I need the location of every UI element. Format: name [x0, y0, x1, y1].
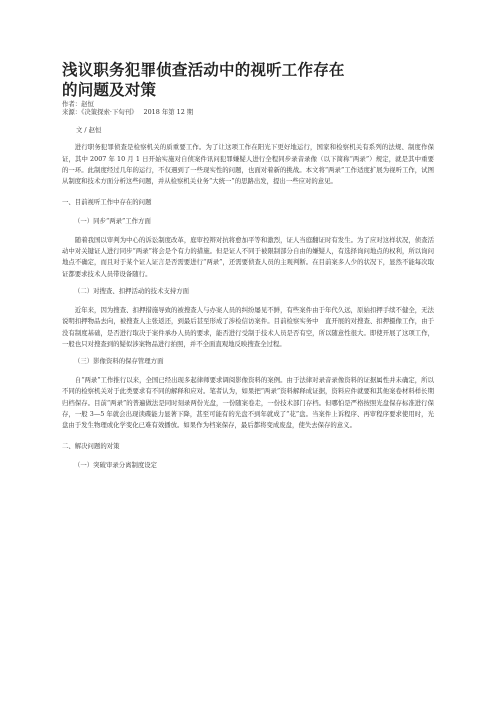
source-name: 《决策探索·下旬刊》 — [81, 108, 138, 117]
article-title — [62, 60, 434, 100]
section-1-2-heading: （二）对搜查、扣押活动的技术支持方面 — [74, 287, 190, 296]
section-1-2-paragraph: 近年来，因为搜查、扣押措施导致的被搜查人与办案人员的纠纷屡见不鲜，有些案件由于年代久远，原始扣押手续不健全，无法说明扣押物品去向，被搜查人主张返还，到最后甚至形成了涉检信访案件。目前检察实务中 直开展的对搜查、扣押摄像工作，由于没有制度基础，是否进行取决于案件承办人员的要求，能否进行受制于技术人员是否有空，所以随意性很大。即使开展了这项工作，一般也只对搜查到的疑似涉案物品进行拍照，并不全面直观地反映搜查全过程。 — [62, 305, 434, 348]
section-1-1-heading: （一）同步“两录”工作方面 — [74, 217, 151, 226]
author-label: 作者： — [62, 100, 82, 108]
section-1-3-heading: （三）影像资料的保存管理方面 — [74, 357, 164, 366]
section-1-3-paragraph: 自“两录”工作推行以来，全国已经出现多起律师要求调阅影像资料的案例。由于法律对录音录像资料的证据属性并未确定，所以不同的检察机关对于此类要求有不同的解释和应对。笔者认为，如果把“两录”资料解释成证据，资料应件就要和其他案卷材料样长期归档保存。目前“两录”的普遍做法是同时刻录两份光盘，一份随案卷走，一份技术部门存档。但哪怕是严格按照光盘保存标准进行保存，一般 3—5 年就会出现读碟能力显著下降，甚至可能有的光盘不到年就成了“花”盘。当案件上诉程序、再审程序要求使用时，光盘由于发生物理或化学变化已难有效播放。如果作为档案保存，最后都将变成废盘，使失去保存的意义。 — [62, 375, 434, 430]
source-line — [62, 108, 434, 116]
article-title-line-2: 的问题及对策 — [62, 81, 157, 99]
section-1-heading: 一、目前视听工作中存在的问题 — [62, 197, 152, 206]
source-issue: 2018 年第 12 期 — [143, 108, 194, 117]
article-page — [62, 60, 434, 479]
section-1-1-paragraph: 随着我国以审判为中心的诉讼制度改革，庭审控辩对抗将愈加平等和激烈，证人当庭翻证时有发生。为了应对这样状况，侦查活动中对关键证人进行同步“两录”将会是个有力的措施。但是证人不同于被限制部分自由的嫌疑人，有选择询问地点的权利，所以询问地点不确定，而且对于某个证人证言是否需要进行“两录”，还需要侦查人员的主观判断。在目前案多人少的状况下，显然不能每次取证都要求技术人员带设备随行。 — [62, 235, 434, 278]
section-2-heading: 二、解决问题的对策 — [62, 441, 120, 450]
article-title-line-1: 浅议职务犯罪侦查活动中的视听工作存在 — [62, 61, 345, 79]
section-2-1-heading: （一）突破审录分离制度设定 — [74, 461, 158, 470]
source-label: 来源： — [62, 108, 82, 117]
author-name: 赵恒 — [81, 100, 94, 108]
byline: 文 / 赵恒 — [76, 125, 102, 134]
intro-paragraph: 进行职务犯罪侦查是检察机关的质重要工作。为了让这项工作在阳光下更好地运行，国家和检察机关有系列的法规、制度作保证，其中 2007 年 10 月 1 日开始实施对自侦案件讯问犯罪嫌疑人进行全程同步录音录像（以下简称“两录”）规定，就是其中重要的一环。此制度经过几年的运行，不仅遇到了一些现实性的问题，也面对着新的挑战。本文将“两录”工作适度扩展为视听工作，试图从制度和技术方面分析这些问题，并从检察机关业务“大统一”的思路出发，提出一些应对的意见。 — [62, 143, 434, 186]
